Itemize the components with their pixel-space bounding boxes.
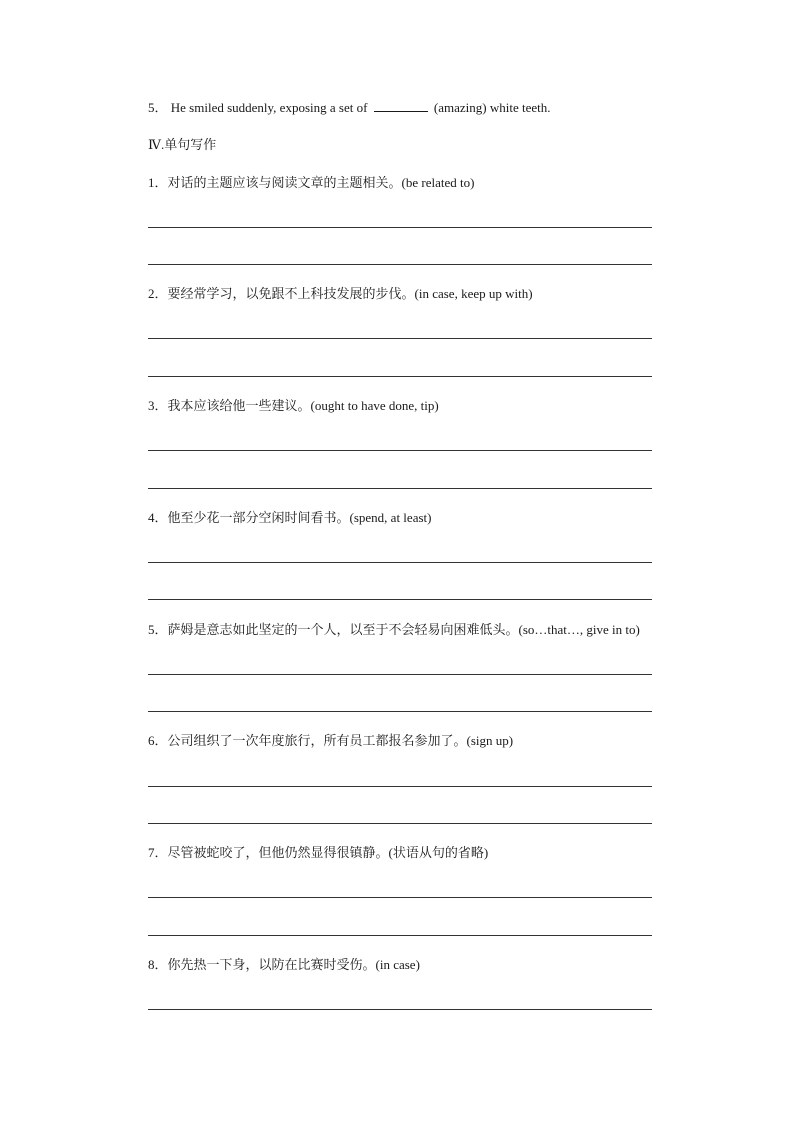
answer-line[interactable] [148,786,652,787]
prev-item-5 [148,99,551,117]
answer-line[interactable] [148,935,652,936]
answer-line[interactable] [148,450,652,451]
sentence-item-4 [148,509,431,527]
sentence-item-6 [148,732,513,750]
item-number: 2． [148,286,168,301]
item-prompt: 要经常学习，以免跟不上科技发展的步伐。(in case, keep up with) [167,286,533,301]
item-number: 3． [148,398,168,413]
answer-line[interactable] [148,488,652,489]
sentence-item-2 [148,285,533,303]
item-number: 8． [148,957,168,972]
item-prompt: 你先热一下身，以防在比赛时受伤。(in case) [167,957,420,972]
item-number: 6． [148,733,168,748]
item-prompt: 我本应该给他一些建议。(ought to have done, tip) [167,398,439,413]
answer-line[interactable] [148,599,652,600]
answer-line[interactable] [148,562,652,563]
answer-line[interactable] [148,1009,652,1010]
prev-item-number: 5． [148,100,168,115]
item-prompt: 他至少花一部分空闲时间看书。(spend, at least) [167,510,432,525]
answer-line[interactable] [148,227,652,228]
sentence-item-1 [148,174,474,192]
answer-line[interactable] [148,264,652,265]
sentence-item-7 [148,844,488,862]
sentence-item-3 [148,397,439,415]
answer-line[interactable] [148,674,652,675]
sentence-item-5 [148,621,640,639]
item-prompt: 尽管被蛇咬了，但他仍然显得很镇静。(状语从句的省略) [167,845,489,860]
prev-item-text-before: He smiled suddenly, exposing a set of [170,100,368,115]
item-prompt: 萨姆是意志如此坚定的一个人，以至于不会轻易向困难低头。(so…that…, give in to) [167,622,640,637]
answer-line[interactable] [148,338,652,339]
item-number: 5． [148,622,168,637]
answer-line[interactable] [148,823,652,824]
answer-line[interactable] [148,376,652,377]
item-number: 4． [148,510,168,525]
answer-line[interactable] [148,711,652,712]
prev-item-text-after: (amazing) white teeth. [433,100,551,115]
section-heading: Ⅳ.单句写作 [148,137,217,152]
fill-in-blank[interactable] [374,99,428,112]
item-number: 7． [148,845,168,860]
item-prompt: 公司组织了一次年度旅行，所有员工都报名参加了。(sign up) [167,733,514,748]
item-prompt: 对话的主题应该与阅读文章的主题相关。(be related to) [167,175,475,190]
answer-line[interactable] [148,897,652,898]
item-number: 1． [148,175,168,190]
sentence-item-8 [148,956,420,974]
